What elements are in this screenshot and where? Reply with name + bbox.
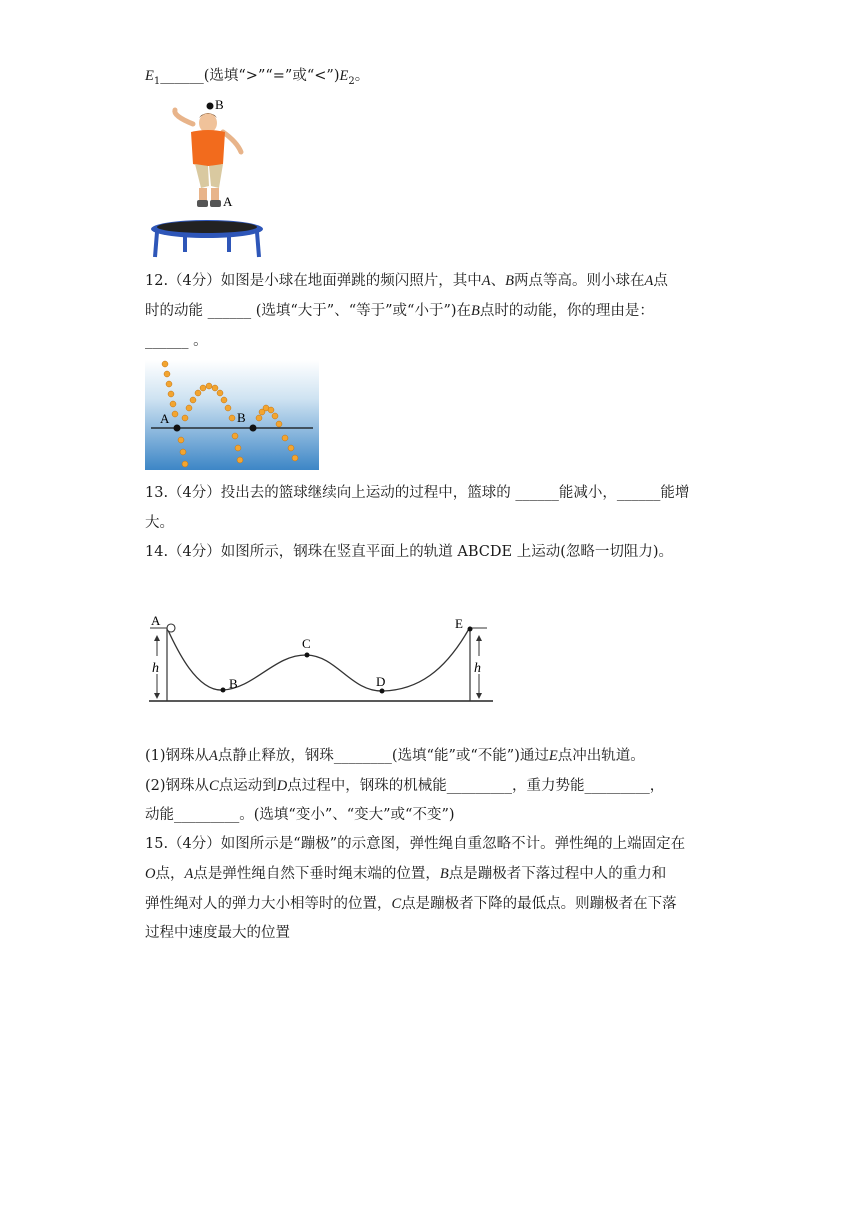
label-b: B (229, 676, 238, 691)
q13-line1: 13.（4分）投出去的篮球继续向上运动的过程中，篮球的 ______能减小，______能增 (145, 485, 690, 501)
label-h-right: h (474, 661, 481, 676)
label-h-left: h (152, 661, 159, 676)
q15-line1: 15.（4分）如图所示是“蹦极”的示意图，弹性绳自重忽略不计。弹性绳的上端固定在 (145, 836, 686, 852)
var-o: O (145, 866, 156, 882)
point-a-dot (174, 425, 181, 432)
q12-line3: ______ 。 (145, 333, 208, 349)
var-b: B (471, 303, 480, 319)
q12-line1 (145, 271, 668, 291)
q15-line3 (145, 894, 677, 914)
var-e1: E (145, 68, 154, 84)
trampoline-image (151, 220, 263, 257)
var-d: D (276, 778, 288, 794)
var-e: E (548, 748, 558, 764)
q15-text-4: 弹性绳对人的弹力大小相等时的位置， (145, 896, 392, 912)
q14-s1-text-1: (1)钢珠从 (145, 748, 210, 764)
q14-sub1 (145, 746, 645, 766)
q14-s1-text-3: 点冲出轨道。 (557, 748, 645, 764)
q12-line2 (145, 301, 654, 321)
q14-s1-text-2: 点静止释放，钢珠________(选填“能”或“不能”)通过 (217, 748, 549, 764)
q15-text-2: 点是弹性绳自然下垂时绳末端的位置， (193, 866, 440, 882)
q14-sub2-line2: 动能_________。(选填“变小”、“变大”或“不变”) (145, 807, 455, 823)
steel-ball (167, 624, 175, 632)
q14-s2-text-1: (2)钢珠从 (145, 778, 210, 794)
var-c: C (391, 896, 402, 912)
q15-line4: 过程中速度最大的位置 (145, 925, 290, 941)
var-c: C (209, 778, 219, 794)
q13-line2: 大。 (145, 515, 174, 531)
q12-text-2: 两点等高。则小球在 (514, 273, 645, 289)
var-a: A (644, 273, 654, 289)
var-a: A (209, 748, 218, 764)
var-e2: E (339, 68, 349, 84)
q14-s2-text-2: 点运动到 (218, 778, 277, 794)
sub-2: 2 (348, 75, 355, 87)
var-a: A (184, 866, 194, 882)
label-b: B (237, 410, 246, 425)
trampoline-figure (145, 92, 270, 260)
var-b: B (505, 273, 515, 289)
q15-text-5: 点是蹦极者下降的最低点。则蹦极者在下落 (401, 896, 677, 912)
q12-text-3: 点 (653, 273, 668, 289)
bouncing-ball-figure (145, 360, 319, 470)
track-curve (167, 627, 470, 691)
choice-hint: (选填“>”“=”或“<”) (203, 68, 340, 84)
point-b-dot (207, 103, 214, 110)
q14-s2-text-3: 点过程中，钢珠的机械能_________，重力势能_________， (287, 778, 665, 794)
period: 。 (354, 68, 370, 84)
intro-line (145, 66, 369, 92)
track-figure (145, 610, 497, 708)
label-b: B (215, 97, 224, 112)
sep: 、 (490, 273, 506, 289)
label-e: E (455, 616, 463, 631)
sub-1: 1 (153, 75, 161, 87)
q12-text-4: 时的动能 ______ (选填“大于”、“等于”或“小于”)在 (145, 303, 472, 319)
var-a: A (481, 273, 491, 289)
answer-blank: ______ (160, 68, 204, 84)
q15-line2 (145, 864, 666, 884)
q12-text-5: 点时的动能，你的理由是： (479, 303, 654, 319)
label-a: A (160, 411, 170, 426)
q14-title: 14.（4分）如图所示，钢珠在竖直平面上的轨道 ABCDE 上运动(忽略一切阻力)。 (145, 544, 674, 560)
var-b: B (439, 866, 449, 882)
label-c: C (302, 636, 311, 651)
q15-text-3: 点是蹦极者下落过程中人的重力和 (448, 866, 667, 882)
label-d: D (376, 674, 386, 689)
label-a: A (223, 194, 233, 209)
q12-text-1: 12.（4分）如图是小球在地面弹跳的频闪照片，其中 (145, 273, 482, 289)
point-b-dot (250, 425, 257, 432)
jumping-boy-image (175, 110, 241, 207)
label-a: A (151, 613, 161, 628)
q14-sub2 (145, 776, 664, 796)
q15-text-1: 点， (155, 866, 185, 882)
